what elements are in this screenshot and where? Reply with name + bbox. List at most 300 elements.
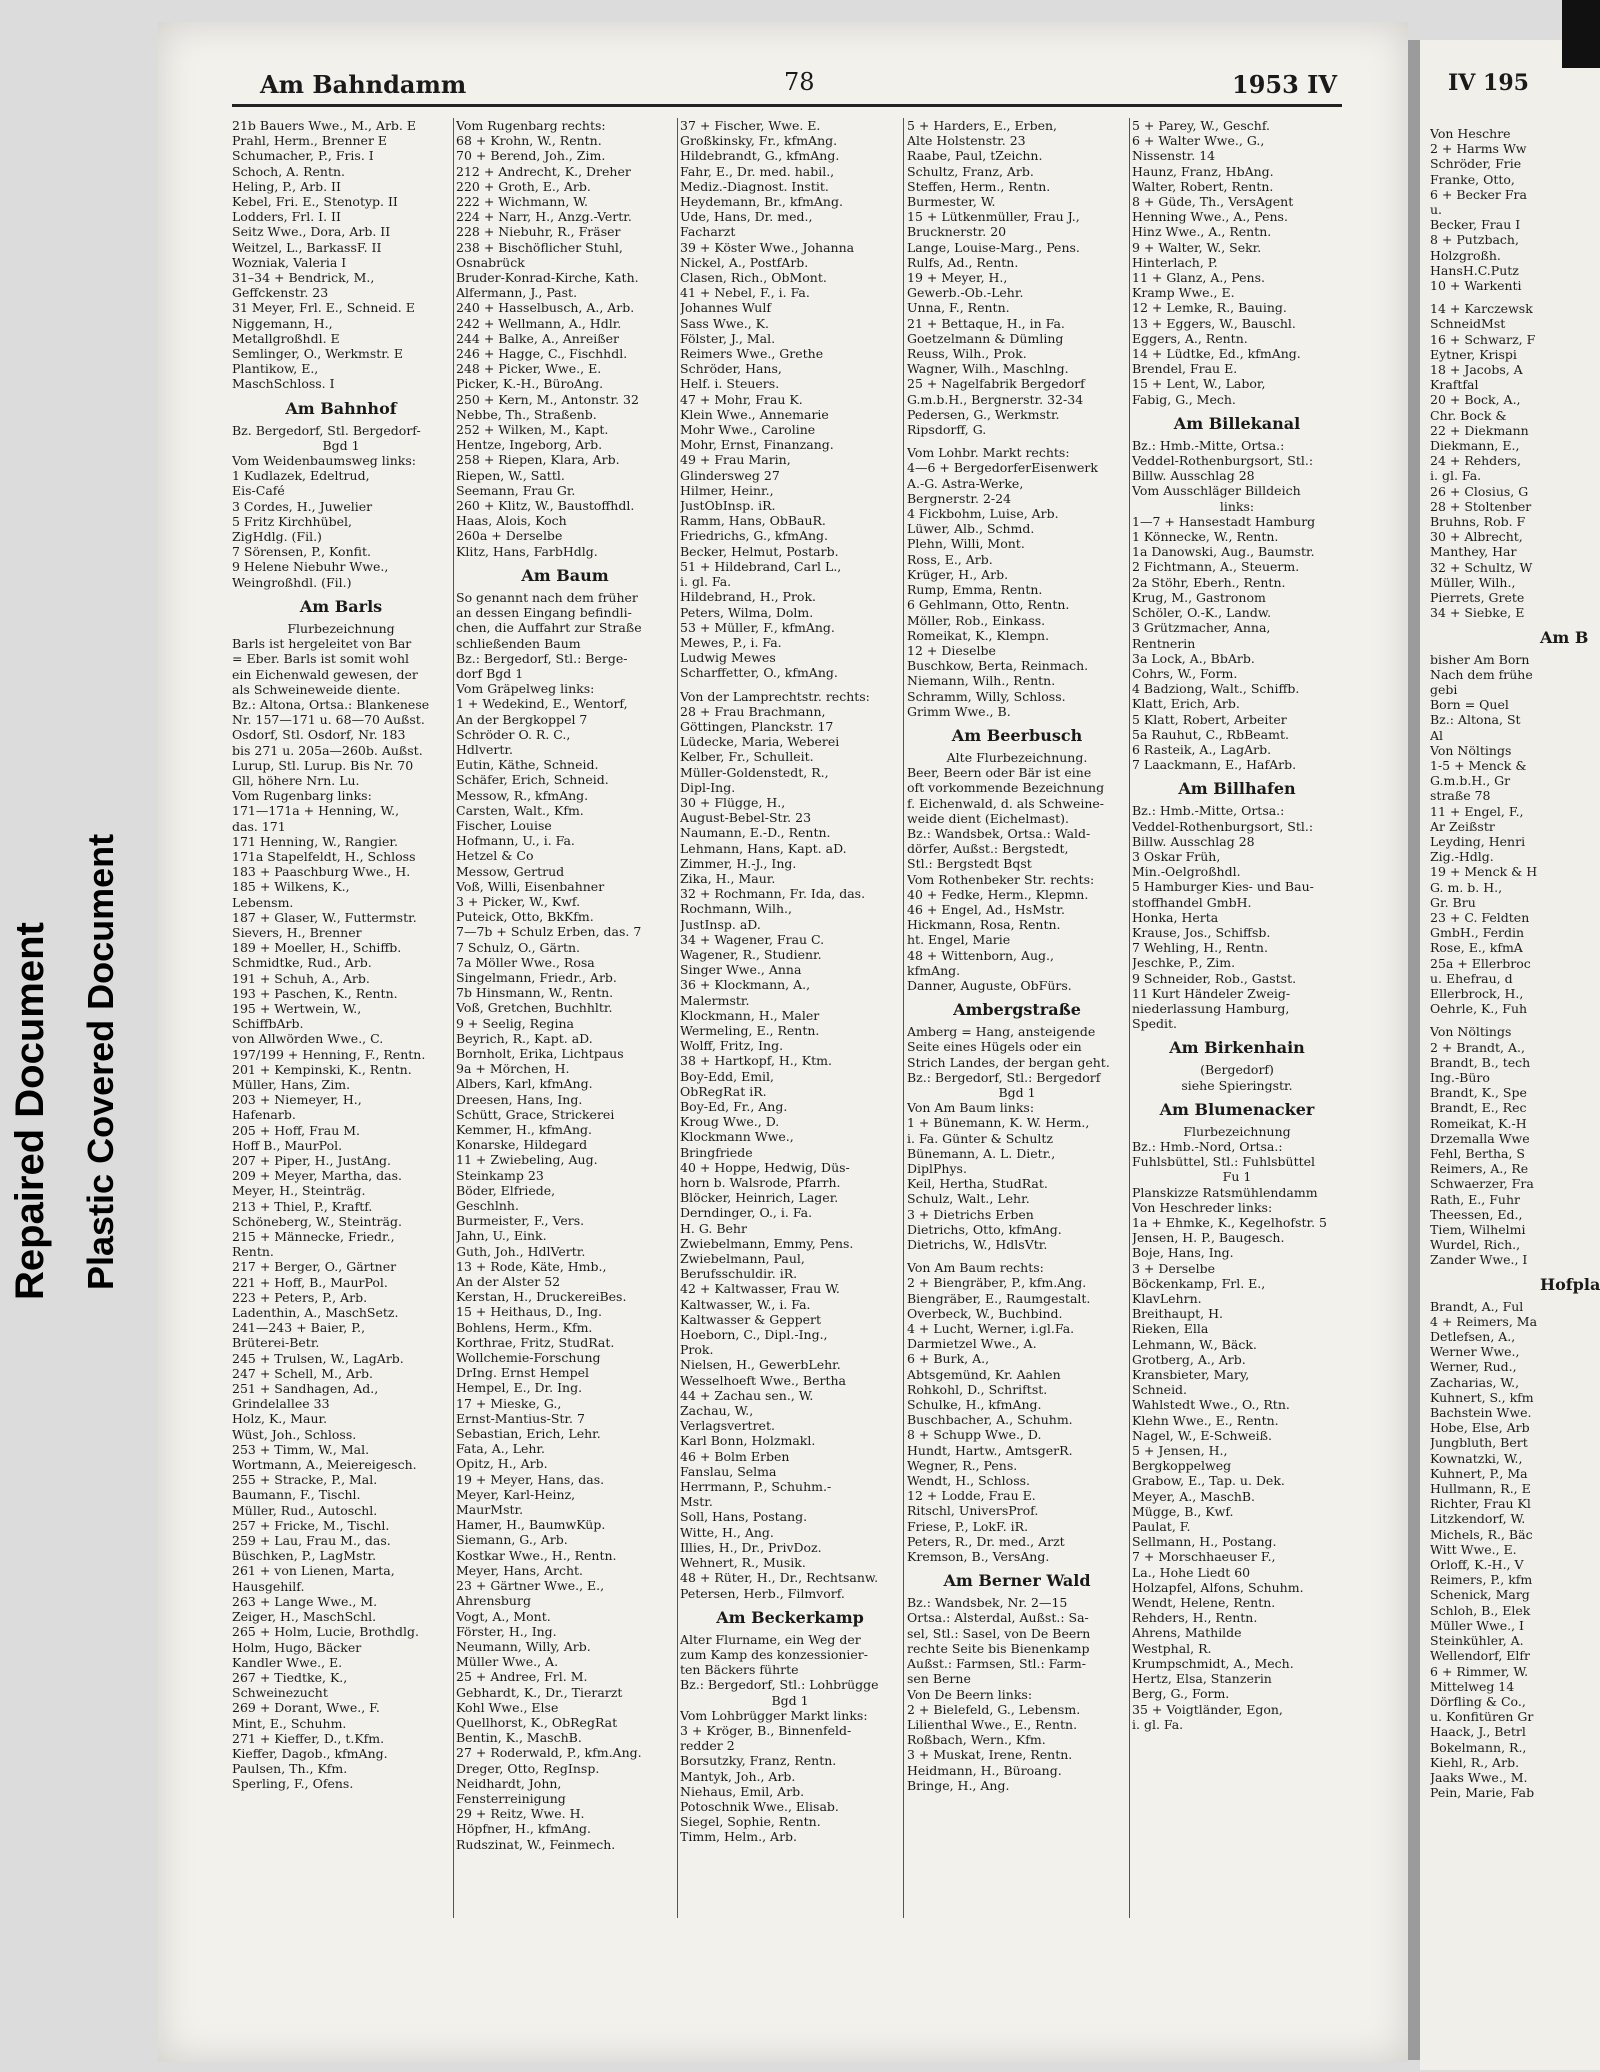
directory-entry: Krumpschmidt, A., Mech.: [1132, 1655, 1294, 1671]
directory-entry: DrIng. Ernst Hempel: [456, 1365, 590, 1381]
directory-entry: Messow, Gertrud: [456, 863, 565, 879]
directory-entry: 6 + Becker Fra: [1430, 186, 1527, 202]
directory-entry: Fabig, G., Mech.: [1132, 391, 1236, 407]
directory-entry: Bz.: Hmb.-Mitte, Ortsa.:: [1132, 437, 1285, 453]
directory-entry: Cohrs, W., Form.: [1132, 665, 1238, 681]
directory-entry: Wozniak, Valeria I: [232, 254, 347, 270]
section-note: Fu 1: [1222, 1169, 1252, 1185]
directory-entry: Ritschl, UniversProf.: [907, 1503, 1039, 1519]
directory-entry: 32 + Schultz, W: [1430, 559, 1533, 575]
directory-entry: Rulfs, Ad., Rentn.: [907, 254, 1019, 270]
directory-entry: Franke, Otto,: [1430, 171, 1515, 187]
directory-entry: 23 + C. Feldten: [1430, 909, 1530, 925]
directory-entry: 15 + Lütkenmüller, Frau J.,: [907, 209, 1080, 225]
directory-entry: i. gl. Fa.: [1132, 1716, 1184, 1732]
directory-entry: Kroug Wwe., D.: [680, 1114, 780, 1130]
directory-entry: Seite eines Hügels oder ein: [907, 1039, 1082, 1055]
directory-entry: 5 + Parey, W., Geschf.: [1132, 118, 1270, 133]
directory-entry: Singelmann, Friedr., Arb.: [456, 969, 617, 985]
page-number: 78: [784, 68, 815, 96]
header-rule: [232, 104, 1342, 107]
directory-entry: Holzapfel, Alfons, Schuhm.: [1132, 1579, 1304, 1595]
directory-entry: Alfermann, J., Past.: [456, 285, 578, 301]
directory-entry: Jeschke, P., Zim.: [1132, 955, 1236, 971]
directory-entry: JustInsp. aD.: [680, 916, 761, 932]
directory-entry: Meyer, H., Steinträg.: [232, 1183, 366, 1199]
directory-entry: Richter, Frau Kl: [1430, 1496, 1531, 1512]
directory-entry: 42 + Kaltwasser, Frau W.: [680, 1281, 840, 1297]
column-divider: [903, 118, 904, 1918]
directory-entry: G. m. b. H.,: [1430, 879, 1503, 895]
directory-entry: Reuss, Wilh., Prok.: [907, 346, 1027, 362]
directory-entry: 35 + Voigtländer, Egon,: [1132, 1701, 1283, 1717]
repaired-document-label: Repaired Document: [8, 922, 52, 1300]
directory-entry: Oehrle, K., Fuh: [1430, 1001, 1528, 1017]
directory-entry: Borsutzky, Franz, Rentn.: [680, 1753, 837, 1769]
directory-entry: = Eber. Barls ist somit wohl: [232, 651, 409, 667]
directory-entry: Schäfer, Erich, Schneid.: [456, 772, 609, 788]
directory-entry: Bohlens, Herm., Kfm.: [456, 1319, 593, 1335]
directory-entry: Dietrichs, W., HdlsVtr.: [907, 1237, 1048, 1253]
directory-entry: 4 + Lucht, Werner, i.gl.Fa.: [907, 1321, 1075, 1337]
directory-entry: 3a Lock, A., BbArb.: [1132, 650, 1255, 666]
directory-entry: Schmidtke, Rud., Arb.: [232, 955, 372, 971]
directory-entry: Roßbach, Wern., Kfm.: [907, 1732, 1046, 1748]
directory-entry: 41 + Nebel, F., i. Fa.: [680, 285, 810, 301]
directory-entry: 3 + Muskat, Irene, Rentn.: [907, 1747, 1073, 1763]
directory-entry: 253 + Timm, W., Mal.: [232, 1441, 370, 1457]
directory-entry: Mewes, P., i. Fa.: [680, 634, 782, 650]
column-3: [680, 118, 900, 1845]
next-page-column: [1430, 126, 1600, 1800]
directory-entry: Klehn Wwe., E., Rentn.: [1132, 1412, 1279, 1428]
directory-entry: Klockmann, H., Maler: [680, 1007, 820, 1023]
directory-entry: Opitz, H., Arb.: [456, 1456, 548, 1472]
directory-entry: 189 + Moeller, H., Schiffb.: [232, 940, 402, 956]
directory-entry: straße 78: [1430, 788, 1491, 804]
directory-entry: i. gl. Fa.: [1430, 468, 1482, 484]
directory-entry: Hofmann, U., i. Fa.: [456, 833, 575, 849]
directory-entry: Haunz, Franz, HbAng.: [1132, 163, 1274, 179]
directory-entry: Keil, Hertha, StudRat.: [907, 1176, 1048, 1192]
directory-entry: 223 + Peters, P., Arb.: [232, 1289, 368, 1305]
directory-entry: Billw. Ausschlag 28: [1132, 468, 1255, 484]
directory-entry: Singer Wwe., Anna: [680, 962, 802, 978]
directory-entry: 12 + Dieselbe: [907, 642, 996, 658]
directory-entry: 37 + Fischer, Wwe. E.: [680, 118, 821, 133]
directory-entry: Schumacher, P., Fris. I: [232, 148, 374, 164]
directory-entry: Hickmann, Rosa, Rentn.: [907, 917, 1061, 933]
directory-entry: 11 + Zwiebeling, Aug.: [456, 1152, 598, 1168]
column-divider: [1129, 118, 1130, 1918]
directory-entry: Al: [1430, 727, 1444, 743]
directory-entry: 217 + Berger, O., Gärtner: [232, 1259, 397, 1275]
directory-entry: 6 Gehlmann, Otto, Rentn.: [907, 597, 1070, 613]
directory-entry: Kebel, Fri. E., Stenotyp. II: [232, 194, 398, 210]
directory-entry: Messow, R., kfmAng.: [456, 787, 589, 803]
directory-entry: Brüterei-Betr.: [232, 1335, 320, 1351]
directory-entry: Mediz.-Diagnost. Instit.: [680, 178, 829, 194]
directory-entry: HansH.C.Putz: [1430, 262, 1519, 278]
directory-entry: bis 271 u. 205a—260b. Außst.: [232, 742, 423, 758]
directory-entry: Scharffetter, O., kfmAng.: [680, 665, 838, 681]
directory-entry: Holz, K., Maur.: [232, 1411, 328, 1427]
directory-entry: 11 Kurt Händeler Zweig-: [1132, 985, 1291, 1001]
directory-entry: Manthey, Har: [1430, 544, 1517, 560]
directory-entry: 25a + Ellerbroc: [1430, 955, 1531, 971]
directory-entry: Hertz, Elsa, Stanzerin: [1132, 1671, 1272, 1687]
directory-entry: 14 + Karczewsk: [1430, 301, 1533, 317]
directory-entry: Ar Zeißstr: [1430, 818, 1495, 834]
directory-entry: Kremson, B., VersAng.: [907, 1549, 1050, 1565]
directory-entry: 28 + Stoltenber: [1430, 498, 1532, 514]
directory-entry: Picker, K.-H., BüroAng.: [456, 376, 604, 392]
directory-entry: 252 + Wilken, M., Kapt.: [456, 422, 609, 438]
directory-entry: 7 Laackmann, E., HafArb.: [1132, 757, 1297, 773]
directory-entry: zum Kamp des konzessionier-: [680, 1646, 869, 1662]
directory-entry: Litzkendorf, W.: [1430, 1511, 1526, 1527]
directory-entry: 5 Fritz Kirchhübel,: [232, 513, 352, 529]
directory-entry: 11 + Engel, F.,: [1430, 803, 1524, 819]
directory-entry: Albers, Karl, kfmAng.: [456, 1076, 593, 1092]
directory-entry: Vom Weidenbaumsweg links:: [232, 453, 416, 469]
directory-entry: So genannt nach dem früher: [456, 589, 638, 605]
directory-entry: Kaltwasser & Geppert: [680, 1311, 822, 1327]
directory-entry: 193 + Paschen, K., Rentn.: [232, 985, 398, 1001]
directory-entry: Korthrae, Fritz, StudRat.: [456, 1334, 615, 1350]
directory-entry: i. Fa. Günter & Schultz: [907, 1130, 1053, 1146]
directory-entry: Mittelweg 14: [1430, 1678, 1515, 1694]
directory-entry: Plantikow, E.,: [232, 361, 319, 377]
section-note: siehe Spieringstr.: [1181, 1077, 1293, 1093]
directory-entry: August-Bebel-Str. 23: [680, 810, 812, 826]
directory-entry: Höpfner, H., kfmAng.: [456, 1821, 591, 1837]
directory-entry: Bz.: Wandsbek, Nr. 2—15: [907, 1595, 1068, 1611]
directory-entry: Ramm, Hans, ObBauR.: [680, 513, 826, 529]
directory-entry: Rudszinat, W., Feinmech.: [456, 1836, 616, 1852]
next-page-header: IV 195: [1448, 70, 1529, 96]
directory-entry: Mantyk, Joh., Arb.: [680, 1768, 796, 1784]
directory-entry: Werner, Rud.,: [1430, 1359, 1517, 1375]
directory-entry: Konarske, Hildegard: [456, 1137, 588, 1153]
directory-entry: 12 + Lemke, R., Bauing.: [1132, 300, 1287, 316]
directory-entry: Lüdecke, Maria, Weberei: [680, 734, 840, 750]
directory-entry: Siemann, G., Arb.: [456, 1532, 568, 1548]
directory-entry: Grimm Wwe., B.: [907, 703, 1011, 719]
directory-entry: stoffhandel GmbH.: [1132, 894, 1252, 910]
directory-entry: Becker, Helmut, Postarb.: [680, 543, 839, 559]
directory-entry: Wahlstedt Wwe., O., Rtn.: [1132, 1397, 1290, 1413]
directory-entry: Meyer, Hans, Archt.: [456, 1562, 584, 1578]
section-note: Alte Flurbezeichnung.: [946, 749, 1088, 765]
directory-entry: niederlassung Hamburg,: [1132, 1000, 1290, 1016]
directory-entry: 258 + Riepen, Klara, Arb.: [456, 452, 620, 468]
directory-entry: Von Heschre: [1430, 126, 1511, 141]
directory-entry: Reimers Wwe., Grethe: [680, 346, 824, 362]
directory-entry: Honka, Herta: [1132, 909, 1219, 925]
directory-entry: Niggemann, H.,: [232, 315, 333, 331]
directory-entry: Bz.: Bergedorf, Stl.: Bergedorf: [907, 1069, 1101, 1085]
directory-entry: Dietrichs, Otto, kfmAng.: [907, 1221, 1062, 1237]
directory-entry: Eytner, Krispi: [1430, 346, 1517, 362]
directory-entry: 30 + Flügge, H.,: [680, 794, 786, 810]
directory-entry: Orloff, K.-H., V: [1430, 1557, 1524, 1573]
directory-entry: Ernst-Mantius-Str. 7: [456, 1410, 585, 1426]
directory-entry: Jaaks Wwe., M.: [1430, 1769, 1528, 1785]
directory-entry: Spedit.: [1132, 1016, 1177, 1032]
directory-entry: Mint, E., Schuhm.: [232, 1715, 347, 1731]
section-gap: [907, 1252, 1127, 1260]
directory-entry: Lehmann, W., Bäck.: [1132, 1336, 1257, 1352]
directory-entry: G.m.b.H., Bergnerstr. 32-34: [907, 391, 1084, 407]
directory-entry: Brandt, E., Rec: [1430, 1100, 1527, 1116]
directory-entry: Baumann, F., Tischl.: [232, 1487, 361, 1503]
directory-entry: 68 + Krohn, W., Rentn.: [456, 133, 602, 149]
directory-entry: GmbH., Ferdin: [1430, 925, 1525, 941]
directory-entry: Sellmann, H., Postang.: [1132, 1534, 1277, 1550]
directory-entry: Krause, Jos., Schiffsb.: [1132, 924, 1271, 940]
dark-corner: [1562, 0, 1600, 68]
directory-entry: 19 + Meyer, Hans, das.: [456, 1471, 605, 1487]
directory-entry: 13 + Rode, Käte, Hmb.,: [456, 1258, 607, 1274]
directory-entry: Amberg = Hang, ansteigende: [907, 1024, 1096, 1040]
directory-entry: 205 + Hoff, Frau M.: [232, 1122, 360, 1138]
directory-entry: Schloh, B., Elek: [1430, 1602, 1531, 1618]
directory-entry: Jensen, H. P., Baugesch.: [1132, 1230, 1285, 1246]
directory-entry: 5a Rauhut, C., RbBeamt.: [1132, 726, 1289, 742]
directory-entry: Krüger, H., Arb.: [907, 566, 1009, 582]
directory-entry: Steinkühler, A.: [1430, 1633, 1524, 1649]
directory-entry: Bergnerstr. 2-24: [907, 490, 1012, 506]
directory-entry: 255 + Stracke, P., Mal.: [232, 1472, 378, 1488]
street-section-heading: Am Birkenhain: [1169, 1038, 1305, 1058]
directory-entry: Quellhorst, K., ObRegRat: [456, 1714, 618, 1730]
directory-entry: Fahr, E., Dr. med. habil.,: [680, 163, 835, 179]
directory-entry: SchneidMst: [1430, 316, 1506, 332]
directory-entry: f. Eichenwald, d. als Schweine-: [907, 795, 1105, 811]
directory-entry: bisher Am Born: [1430, 651, 1530, 667]
directory-entry: 11 + Glanz, A., Pens.: [1132, 270, 1265, 286]
directory-entry: 44 + Zachau sen., W.: [680, 1387, 814, 1403]
directory-entry: Mohr, Ernst, Finanzang.: [680, 437, 834, 453]
directory-entry: Büschken, P., LagMstr.: [232, 1548, 377, 1564]
directory-entry: Bringfriede: [680, 1144, 753, 1160]
directory-entry: Mohr Wwe., Caroline: [680, 422, 816, 438]
directory-entry: Nielsen, H., GewerbLehr.: [680, 1357, 841, 1373]
directory-entry: Wendt, H., Schloss.: [907, 1473, 1031, 1489]
directory-entry: Hildebrand, H., Prok.: [680, 589, 817, 605]
directory-entry: 15 + Heithaus, D., Ing.: [456, 1304, 603, 1320]
plastic-covered-label: Plastic Covered Document: [80, 833, 121, 1290]
directory-entry: Kuhnert, P., Ma: [1430, 1465, 1528, 1481]
directory-entry: Nr. 157—171 u. 68—70 Außst.: [232, 712, 425, 728]
section-note: Bgd 1: [998, 1084, 1036, 1100]
directory-entry: 250 + Kern, M., Antonstr. 32: [456, 391, 639, 407]
directory-entry: Reimers, P., kfm: [1430, 1572, 1533, 1588]
directory-entry: Wehnert, R., Musik.: [680, 1555, 806, 1571]
directory-entry: Overbeck, W., Buchbind.: [907, 1305, 1063, 1321]
directory-entry: dorf Bgd 1: [456, 665, 524, 681]
directory-entry: Prok.: [680, 1342, 714, 1358]
directory-entry: 3 + Picker, W., Kwf.: [456, 893, 581, 909]
column-4: [907, 118, 1127, 1793]
directory-entry: Boje, Hans, Ing.: [1132, 1245, 1234, 1261]
directory-entry: Leyding, Henri: [1430, 833, 1526, 849]
directory-entry: Hoff B., MaurPol.: [232, 1137, 343, 1153]
directory-entry: 3 + Dietrichs Erben: [907, 1206, 1034, 1222]
directory-entry: Kiehl, R., Arb.: [1430, 1754, 1520, 1770]
directory-entry: Schröder, Frie: [1430, 156, 1522, 172]
directory-entry: Bz. Bergedorf, Stl. Bergedorf-: [232, 422, 421, 438]
directory-entry: Bz.: Bergedorf, Stl.: Berge-: [456, 650, 628, 666]
directory-entry: Steinkamp 23: [456, 1167, 544, 1183]
directory-entry: chen, die Auffahrt zur Straße: [456, 620, 642, 636]
directory-entry: Brandt, A., Ful: [1430, 1298, 1524, 1314]
section-note: (Bergedorf): [1200, 1062, 1274, 1078]
directory-entry: 228 + Niebuhr, R., Fräser: [456, 224, 621, 240]
directory-entry: kfmAng.: [907, 962, 961, 978]
directory-entry: Hdlvertr.: [456, 741, 513, 757]
directory-entry: Beyrich, R., Kapt. aD.: [456, 1030, 593, 1046]
directory-entry: 1a + Ehmke, K., Kegelhofstr. 5: [1132, 1215, 1327, 1230]
directory-entry: ObRegRat iR.: [680, 1083, 767, 1099]
directory-entry: 34 + Siebke, E: [1430, 605, 1525, 621]
directory-entry: Blöcker, Heinrich, Lager.: [680, 1190, 839, 1206]
directory-entry: 15 + Lent, W., Labor,: [1132, 376, 1266, 392]
directory-entry: Ahrens, Mathilde: [1132, 1625, 1242, 1641]
directory-entry: Derndinger, O., i. Fa.: [680, 1205, 813, 1221]
directory-entry: Soll, Hans, Postang.: [680, 1509, 808, 1525]
directory-entry: Pein, Marie, Fab: [1430, 1785, 1535, 1801]
directory-entry: Schweinezucht: [232, 1685, 328, 1701]
directory-entry: 39 + Köster Wwe., Johanna: [680, 239, 855, 255]
directory-entry: Rump, Emma, Rentn.: [907, 582, 1043, 598]
page-gutter: [1408, 40, 1420, 2060]
street-section-heading: Am Bahnhof: [285, 398, 397, 418]
directory-entry: 3 + Kröger, B., Binnenfeld-: [680, 1722, 852, 1738]
directory-entry: Bringe, H., Ang.: [907, 1777, 1010, 1793]
directory-entry: Osdorf, Stl. Osdorf, Nr. 183: [232, 727, 406, 743]
directory-entry: 7 Wehling, H., Rentn.: [1132, 940, 1268, 956]
directory-entry: Vogt, A., Mont.: [456, 1608, 551, 1624]
directory-entry: 244 + Balke, A., Anreißer: [456, 330, 619, 346]
directory-entry: Fischer, Louise: [456, 817, 552, 833]
directory-entry: Kemmer, H., kfmAng.: [456, 1122, 592, 1137]
directory-entry: Seitz Wwe., Dora, Arb. II: [232, 224, 391, 240]
directory-entry: Bz.: Hmb.-Nord, Ortsa.:: [1132, 1138, 1283, 1154]
directory-entry: Klitz, Hans, FarbHdlg.: [456, 543, 598, 559]
directory-entry: Goetzelmann & Dümling: [907, 330, 1064, 346]
directory-entry: Berg, G., Form.: [1132, 1686, 1230, 1702]
directory-entry: Brandt, K., Spe: [1430, 1085, 1527, 1101]
directory-entry: Schoch, A. Rentn.: [232, 163, 346, 179]
directory-entry: Heling, P., Arb. II: [232, 178, 341, 194]
directory-entry: Zwiebelmann, Paul,: [680, 1251, 805, 1267]
directory-entry: Wendt, Helene, Rentn.: [1132, 1595, 1276, 1611]
directory-entry: Drzemalla Wwe: [1430, 1130, 1530, 1146]
directory-entry: 4—6 + BergedorferEisenwerk: [907, 460, 1098, 476]
directory-entry: 171—171a + Henning, W.,: [232, 803, 400, 819]
directory-entry: Plehn, Willi, Mont.: [907, 536, 1025, 552]
directory-entry: 271 + Kieffer, D., t.Kfm.: [232, 1730, 385, 1746]
directory-entry: Zachau, W.,: [680, 1403, 754, 1419]
directory-entry: Förster, H., Ing.: [456, 1623, 557, 1639]
directory-entry: Lüwer, Alb., Schmd.: [907, 521, 1035, 537]
directory-entry: Bokelmann, R.,: [1430, 1739, 1527, 1755]
directory-entry: Müller, Wilh.,: [1430, 574, 1516, 590]
directory-entry: Steffen, Herm., Rentn.: [907, 178, 1051, 194]
directory-entry: Siegel, Sophie, Rentn.: [680, 1814, 821, 1830]
directory-entry: 26 + Closius, G: [1430, 483, 1529, 499]
directory-entry: Semlinger, O., Werkmstr. E: [232, 346, 403, 362]
directory-entry: Illies, H., Dr., PrivDoz.: [680, 1539, 822, 1555]
directory-entry: Facharzt: [680, 224, 736, 240]
directory-entry: Carsten, Walt., Kfm.: [456, 802, 584, 818]
directory-entry: Alte Holstenstr. 23: [907, 133, 1026, 149]
directory-entry: Fehl, Bertha, S: [1430, 1146, 1525, 1161]
directory-entry: Kransbieter, Mary,: [1132, 1367, 1250, 1383]
column-divider: [677, 118, 678, 1918]
directory-entry: Rohkohl, D., Schriftst.: [907, 1381, 1048, 1397]
directory-entry: Eis-Café: [232, 483, 285, 499]
directory-entry: 47 + Mohr, Frau K.: [680, 391, 803, 407]
directory-entry: Bz.: Altona, St: [1430, 712, 1521, 728]
directory-entry: als Schweineweide diente.: [232, 681, 401, 697]
directory-entry: 171a Stapelfeldt, H., Schloss: [232, 848, 416, 864]
directory-entry: Vom Gräpelweg links:: [456, 681, 595, 697]
directory-entry: 24 + Rehders,: [1430, 453, 1521, 469]
directory-entry: Von De Beern links:: [907, 1686, 1033, 1702]
directory-entry: Gll, höhere Nrn. Lu.: [232, 772, 360, 788]
directory-entry: Möller, Rob., Einkass.: [907, 612, 1046, 628]
directory-entry: Großkinsky, Fr., kfmAng.: [680, 133, 838, 149]
directory-entry: Glindersweg 27: [680, 467, 780, 483]
directory-entry: Breithaupt, H.: [1132, 1306, 1223, 1322]
directory-entry: 241—243 + Baier, P.,: [232, 1320, 366, 1336]
directory-entry: Weingroßhdl. (Fil.): [232, 574, 352, 590]
directory-entry: 248 + Picker, Wwe., E.: [456, 361, 602, 377]
directory-entry: 8 + Güde, Th., VersAgent: [1132, 194, 1294, 210]
directory-entry: Müller-Goldenstedt, R.,: [680, 764, 829, 780]
directory-entry: sen Berne: [907, 1671, 971, 1687]
directory-entry: 187 + Glaser, W., Futtermstr.: [232, 909, 417, 925]
directory-entry: 27 + Roderwald, P., kfm.Ang.: [456, 1745, 642, 1761]
directory-entry: Eggers, A., Rentn.: [1132, 330, 1248, 346]
directory-entry: redder 2: [680, 1738, 735, 1754]
directory-entry: Rentn.: [232, 1244, 274, 1260]
directory-entry: 1 Könnecke, W., Rentn.: [1132, 529, 1279, 545]
directory-entry: Klatt, Erich, Arb.: [1132, 696, 1240, 712]
directory-entry: 260a + Derselbe: [456, 528, 563, 544]
directory-entry: Dreger, Otto, RegInsp.: [456, 1760, 600, 1776]
directory-entry: Barls ist hergeleitet von Bar: [232, 636, 412, 652]
directory-entry: Jungbluth, Bert: [1430, 1435, 1528, 1451]
directory-entry: 267 + Tiedtke, K.,: [232, 1669, 348, 1685]
directory-entry: 263 + Lange Wwe., M.: [232, 1593, 378, 1609]
section-note: links:: [1219, 498, 1255, 514]
directory-entry: 215 + Männecke, Friedr.,: [232, 1229, 395, 1245]
directory-entry: 19 + Meyer, H.,: [907, 270, 1008, 286]
street-section-heading: Am Billekanal: [1173, 413, 1301, 433]
directory-entry: Hoeborn, C., Dipl.-Ing.,: [680, 1327, 828, 1343]
directory-entry: Haas, Alois, Koch: [456, 513, 567, 529]
directory-entry: 221 + Hoff, B., MaurPol.: [232, 1274, 388, 1290]
directory-entry: oft vorkommende Bezeichnung: [907, 780, 1105, 796]
directory-entry: JustObInsp. iR.: [680, 498, 776, 514]
street-section-heading: Ambergstraße: [953, 1000, 1081, 1020]
directory-entry: 48 + Wittenborn, Aug.,: [907, 947, 1054, 963]
directory-entry: 4 Fickbohm, Luise, Arb.: [907, 506, 1059, 522]
